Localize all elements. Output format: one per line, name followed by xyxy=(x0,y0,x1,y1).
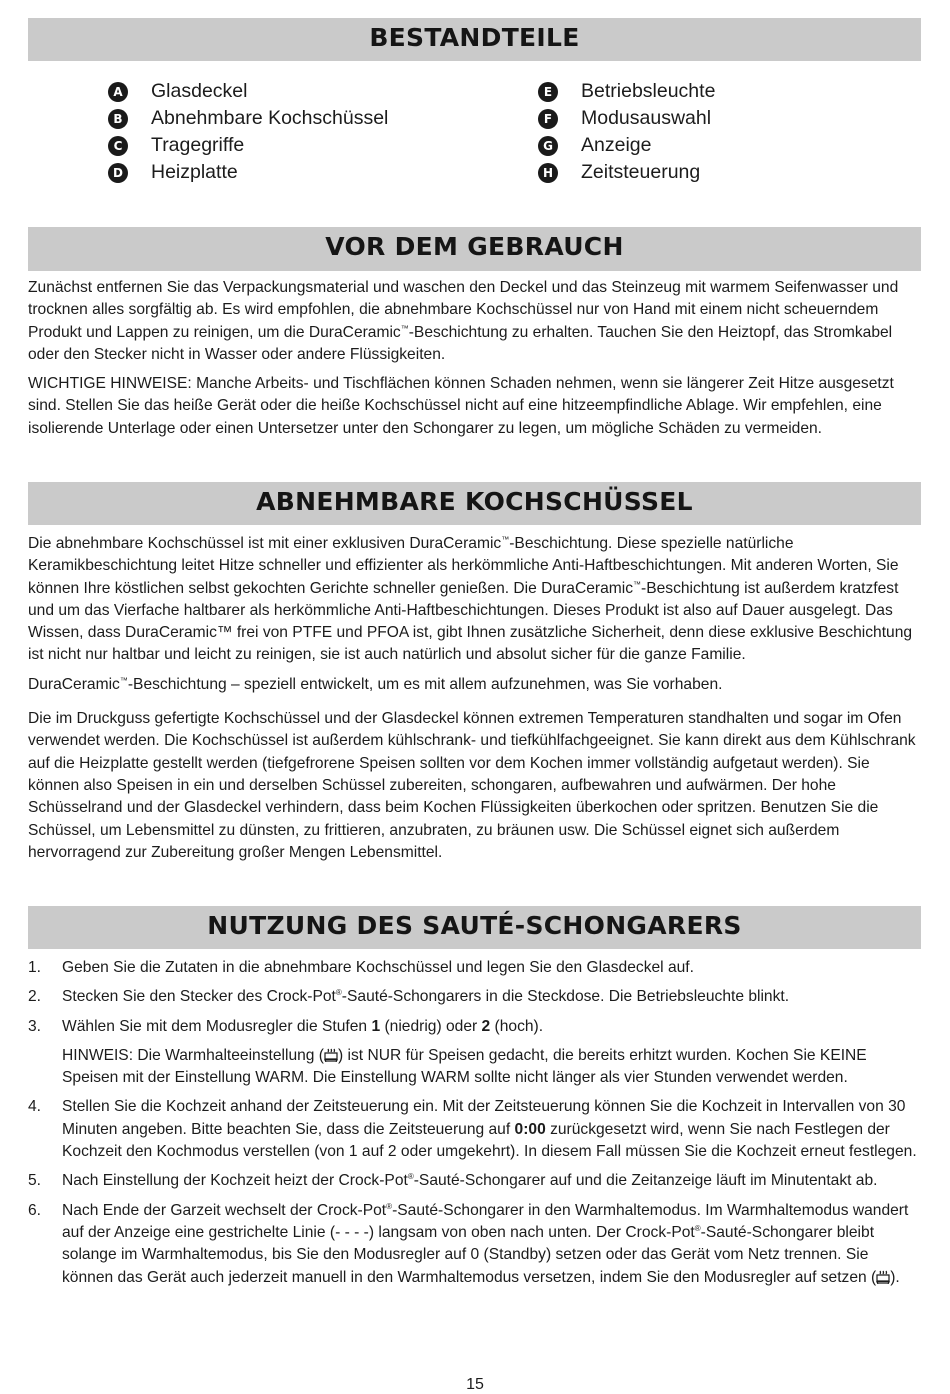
parts-list-item xyxy=(108,105,388,132)
letter-badge: H xyxy=(538,163,558,183)
parts-list-right xyxy=(538,78,715,186)
parts-list-item xyxy=(538,132,715,159)
step-text: Stellen Sie die Kochzeit anhand der Zeitsteuerung ein. Mit der Zeitsteuerung können Sie die Kochzeit in Intervallen von 30 Minuten angeben. Bitte beachten Sie, dass die Zeitsteuerung auf 0:00 zurückgesetzt wird, wenn Sie nach Festlegen der Kochzeit den Kochmodus verstellen (von 1 auf 2 oder umgekehrt). In diesem Fall müssen Sie die Kochzeit erneut festlegen. xyxy=(62,1098,917,1161)
step-item xyxy=(28,1170,921,1192)
step-item xyxy=(28,1200,921,1289)
section-header-kochschuessel: ABNEHMBARE KOCHSCHÜSSEL xyxy=(28,482,921,525)
letter-badge: C xyxy=(108,136,128,156)
parts-list-item xyxy=(538,78,715,105)
part-label: Heizplatte xyxy=(151,161,238,183)
step-item xyxy=(28,1016,921,1038)
part-label: Tragegriffe xyxy=(151,134,245,156)
parts-list-item xyxy=(108,132,388,159)
letter-badge: G xyxy=(538,136,558,156)
letter-badge: D xyxy=(108,163,128,183)
step-number: 2. xyxy=(28,988,42,1006)
paragraph: DuraCeramic™-Beschichtung – speziell entwickelt, um es mit allem aufzunehmen, was Sie vorhaben. xyxy=(28,675,723,693)
part-label: Modusauswahl xyxy=(581,107,712,129)
parts-list-item xyxy=(538,105,715,132)
step-number: 4. xyxy=(28,1098,42,1116)
page-number: 15 xyxy=(466,1376,484,1393)
step-number: 6. xyxy=(28,1201,42,1219)
step-number: 1. xyxy=(28,959,42,976)
letter-badge: E xyxy=(538,82,558,102)
parts-list-item xyxy=(108,78,388,105)
step-item xyxy=(28,986,921,1008)
step-number: 3. xyxy=(28,1017,42,1035)
part-label: Abnehmbare Kochschüssel xyxy=(151,107,389,129)
part-label: Zeitsteuerung xyxy=(581,161,701,183)
kochschuessel-text xyxy=(28,533,921,871)
paragraph: Die im Druckguss gefertigte Kochschüssel und der Glasdeckel können extremen Temperaturen standhalten und sogar im Ofen verwendet werden. Die Kochschüssel ist außerdem kühlschrank- und tiefkühlfachgeeignet. Sie kann direkt aus dem Kühlschrank auf die Heizplatte gestellt werden (tiefgefrorene Speisen sollten vor dem Kochen immer vollständig aufgetaut werden). Sie können also Speisen in ein und derselben Schüssel zubereiten, schongaren, aufbewahren und aufwärmen. Der hohe Schüsselrand und der Glasdeckel verhindern, dass beim Kochen Flüssigkeiten überkochen oder spritzen. Benutzen Sie die Schüssel, um Lebensmittel zu dünsten, zu frittieren, anzubraten, zu bräunen usw. Die Schüssel eignet sich außerdem hervorragend zur Zubereitung großer Mengen Lebensmittel. xyxy=(28,710,916,861)
parts-list-left xyxy=(108,78,388,186)
letter-badge: A xyxy=(108,82,128,102)
step-text: Stecken Sie den Stecker des Crock-Pot®-Sauté-Schongarers in die Steckdose. Die Betriebsleuchte blinkt. xyxy=(62,988,790,1006)
parts-list-item xyxy=(108,159,388,186)
letter-badge: F xyxy=(538,109,558,129)
step-number: 5. xyxy=(28,1172,42,1190)
step-text: Nach Ende der Garzeit wechselt der Crock-Pot®-Sauté-Schongarer in den Warmhaltemodus. Im Warmhaltemodus wandert auf der Anzeige eine gestrichelte Linie (- - - -) langsam von oben nach unten. Der Crock-Pot®-Sauté-Schongarer bleibt solange im Warmhaltemodus, bis Sie den Modusregler auf 0 (Standby) setzen oder das Gerät vom Netz trennen. Sie können das Gerät auch jederzeit manuell in den Warmhaltemodus versetzen, indem Sie den Modusregler auf setzen ( ). xyxy=(62,1201,909,1286)
part-label: Betriebsleuchte xyxy=(581,80,716,102)
step-item xyxy=(28,1096,921,1163)
paragraph-warning: WICHTIGE HINWEISE: Manche Arbeits- und Tischflächen können Schaden nehmen, wenn sie längerer Zeit Hitze ausgesetzt sind. Stellen Sie das heiße Gerät oder die heiße Kochschüssel nicht auf eine hitzeempfindliche Ablage. Wir empfehlen, eine isolierende Unterlage oder einen Untersetzer unter den Schongarer zu legen, um mögliche Schäden zu vermeiden. xyxy=(28,375,894,437)
step-text: Wählen Sie mit dem Modusregler die Stufen 1 (niedrig) oder 2 (hoch). xyxy=(62,1017,544,1035)
parts-list-item xyxy=(538,159,715,186)
warm-icon xyxy=(876,1270,890,1284)
step-item xyxy=(28,957,921,979)
step-note: HINWEIS: Die Warmhalteeinstellung ( ) ist NUR für Speisen gedacht, die bereits erhitzt wurden. Kochen Sie KEINE Speisen mit der Einstellung WARM. Die Einstellung WARM sollte nicht länger als vier Stunden verwendet werden. xyxy=(62,1046,867,1087)
letter-badge: B xyxy=(108,109,128,129)
section-header-bestandteile: BESTANDTEILE xyxy=(28,18,921,61)
section-header-nutzung: NUTZUNG DES SAUTÉ-SCHONGARERS xyxy=(28,906,921,949)
paragraph: Zunächst entfernen Sie das Verpackungsmaterial und waschen den Deckel und das Steinzeug mit warmem Seifenwasser und trocknen alles sorgfältig ab. Es wird empfohlen, die abnehmbare Kochschüssel nur von Hand mit einem nicht scheuerndem Produkt und Lappen zu reinigen, um die DuraCeramic™-Beschichtung zu erhalten. Tauchen Sie den Heiztopf, das Stromkabel oder den Stecker nicht in Wasser oder andere Flüssigkeiten. xyxy=(28,279,899,363)
step-text: Nach Einstellung der Kochzeit heizt der Crock-Pot®-Sauté-Schongarer auf und die Zeitanzeige läuft im Minutentakt ab. xyxy=(62,1172,878,1190)
part-label: Glasdeckel xyxy=(151,80,248,102)
usage-steps xyxy=(28,957,921,1296)
vor-dem-gebrauch-text xyxy=(28,277,921,447)
part-label: Anzeige xyxy=(581,134,652,156)
warm-icon xyxy=(324,1048,338,1062)
section-header-vor-dem-gebrauch: VOR DEM GEBRAUCH xyxy=(28,227,921,271)
step-text: Geben Sie die Zutaten in die abnehmbare Kochschüssel und legen Sie den Glasdeckel auf. xyxy=(62,959,694,976)
paragraph: Die abnehmbare Kochschüssel ist mit einer exklusiven DuraCeramic™-Beschichtung. Diese spezielle natürliche Keramikbeschichtung leitet Hitze schneller und effizienter als herkömmliche Anti-Haftbeschichtungen. Mit anderen Worten, Sie können Ihre köstlichen selbst gekochten Gerichte schneller genießen. Die DuraCeramic™-Beschichtung ist außerdem kratzfest und um das Vierfache haltbarer als herkömmliche Anti-Haftbeschichtungen. Dieses Produkt ist also auf Dauer ausgelegt. Das Wissen, dass DuraCeramic™ frei von PTFE und PFOA ist, gibt Ihnen zusätzliche Sicherheit, denn diese exklusive Beschichtung ist nicht nur haltbar und leicht zu reinigen, sie ist auch natürlich und absolut sicher für die ganze Familie. xyxy=(28,535,913,664)
